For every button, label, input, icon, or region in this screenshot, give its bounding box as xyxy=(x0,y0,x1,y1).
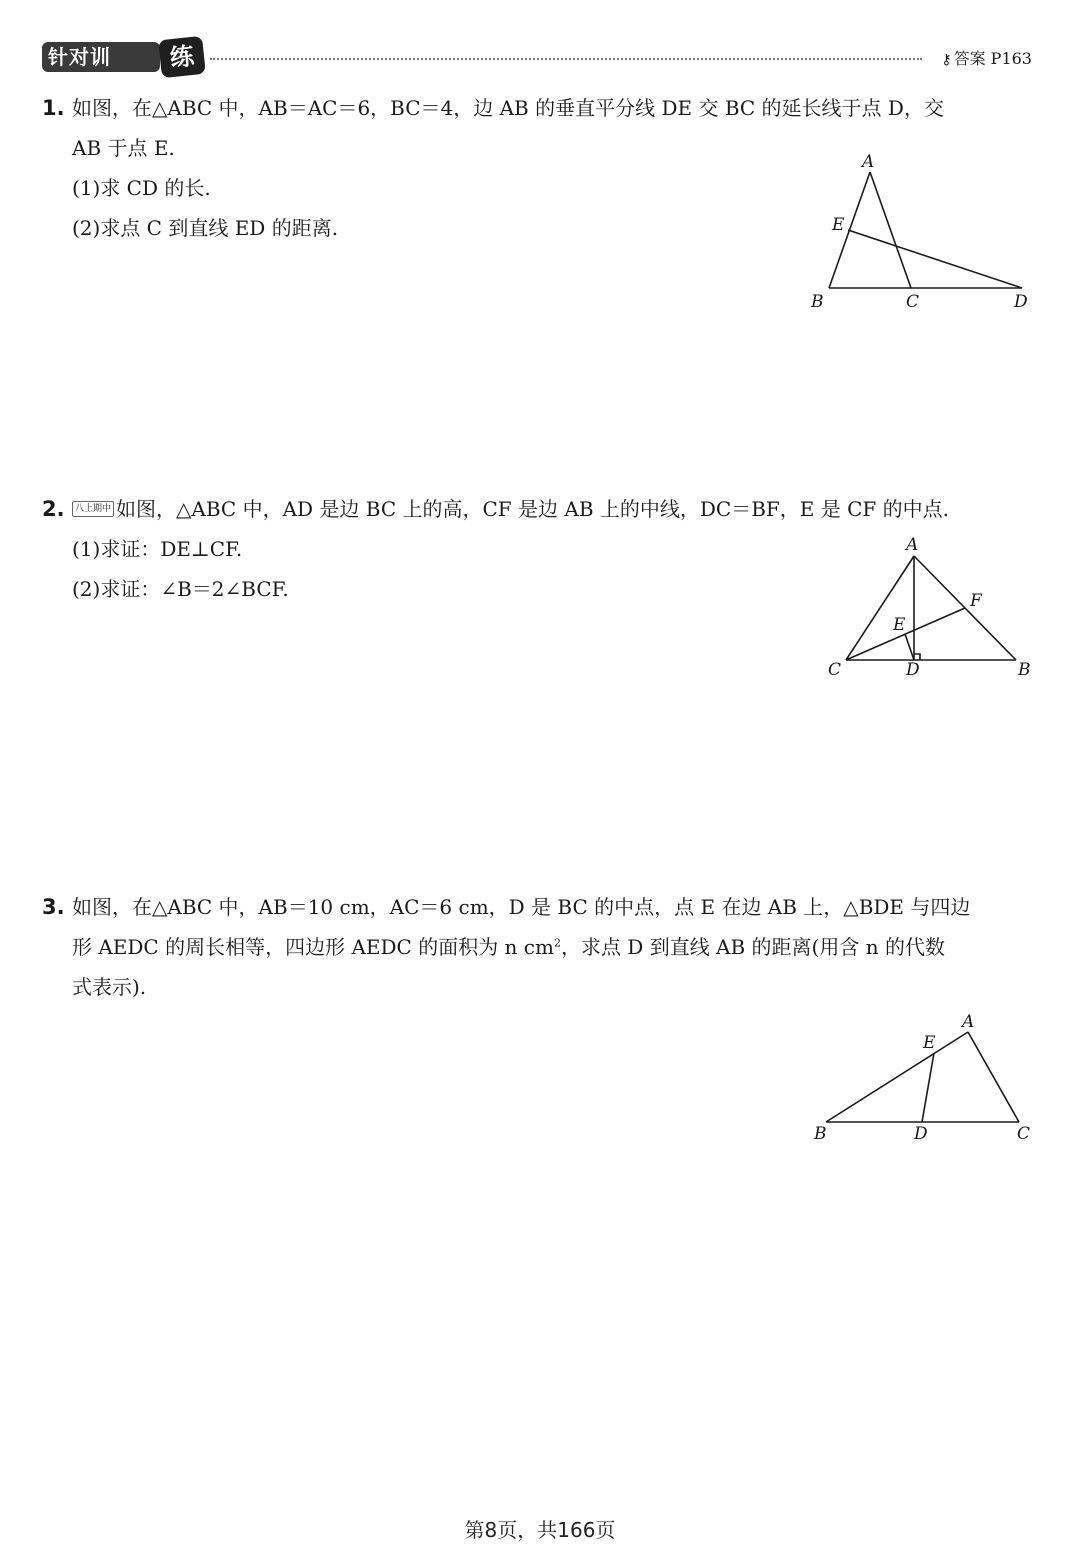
section-badge: 针对训 xyxy=(42,42,160,72)
label-e: E xyxy=(923,1033,936,1053)
segment-ed xyxy=(848,230,1022,288)
label-e: E xyxy=(893,615,906,635)
triangle-figure-2 xyxy=(820,530,1040,680)
problem-number: 2. xyxy=(42,497,65,521)
label-d: D xyxy=(914,1124,928,1144)
key-icon: ⚷ xyxy=(941,52,952,68)
header-dotted-divider xyxy=(210,58,922,60)
triangle-figure-1 xyxy=(800,148,1040,318)
triangle-figure-3 xyxy=(800,1005,1040,1145)
label-a: A xyxy=(862,152,875,172)
problem-3 xyxy=(42,887,1032,1007)
label-a: A xyxy=(906,535,919,555)
problem-text-line: 如图，在△ABC 中，AB＝10 cm，AC＝6 cm，D 是 BC 的中点，点 E 在边 AB 上，△BDE 与四边 xyxy=(72,895,971,919)
problem-question-1: (1)求 CD 的长. xyxy=(72,176,211,200)
problem-text-line: AB 于点 E. xyxy=(72,136,175,160)
segment-ac xyxy=(870,172,911,288)
label-c: C xyxy=(828,660,842,680)
problem-text: ，求点 D 到直线 AB 的距离(用含 n 的代数 xyxy=(560,935,945,959)
problem-text-line: 如图，在△ABC 中，AB＝AC＝6，BC＝4，边 AB 的垂直平分线 DE 交 BC 的延长线于点 D，交 xyxy=(72,96,944,120)
section-header xyxy=(42,40,1032,76)
exam-tag: 八上期中 xyxy=(72,501,114,517)
superscript: 2 xyxy=(553,936,561,950)
problem-text: 形 AEDC 的周长相等，四边形 AEDC 的面积为 n cm xyxy=(72,935,554,959)
segment-de xyxy=(905,634,914,660)
label-c: C xyxy=(906,292,920,312)
answer-reference-text: 答案 P163 xyxy=(953,49,1032,68)
problem-question-1: (1)求证：DE⊥CF. xyxy=(72,537,243,561)
problem-number: 1. xyxy=(42,96,65,120)
problem-text-line xyxy=(42,489,1032,529)
label-e: E xyxy=(832,215,845,235)
label-b: B xyxy=(811,292,824,312)
problem-text-line xyxy=(42,927,1032,967)
label-b: B xyxy=(814,1124,827,1144)
section-badge-accent: 练 xyxy=(158,36,206,78)
page-counter: 第8页，共166页 xyxy=(464,1518,616,1542)
segment-de xyxy=(922,1053,934,1122)
label-d: D xyxy=(906,660,920,680)
label-a: A xyxy=(962,1012,975,1032)
answer-reference xyxy=(941,46,1032,69)
label-f: F xyxy=(970,591,982,611)
problem-question-2: (2)求点 C 到直线 ED 的距离. xyxy=(72,216,339,240)
label-c: C xyxy=(1017,1124,1031,1144)
problem-text-line: 式表示). xyxy=(72,975,147,999)
label-b: B xyxy=(1018,660,1031,680)
segment-ba xyxy=(826,1032,968,1122)
problem-number: 3. xyxy=(42,895,65,919)
problem-question-2: (2)求证：∠B＝2∠BCF. xyxy=(72,577,289,601)
segment-ac xyxy=(968,1032,1019,1122)
problem-text: 如图，△ABC 中，AD 是边 BC 上的高，CF 是边 AB 上的中线，DC＝BF，E 是 CF 的中点. xyxy=(116,497,950,521)
label-d: D xyxy=(1014,292,1028,312)
